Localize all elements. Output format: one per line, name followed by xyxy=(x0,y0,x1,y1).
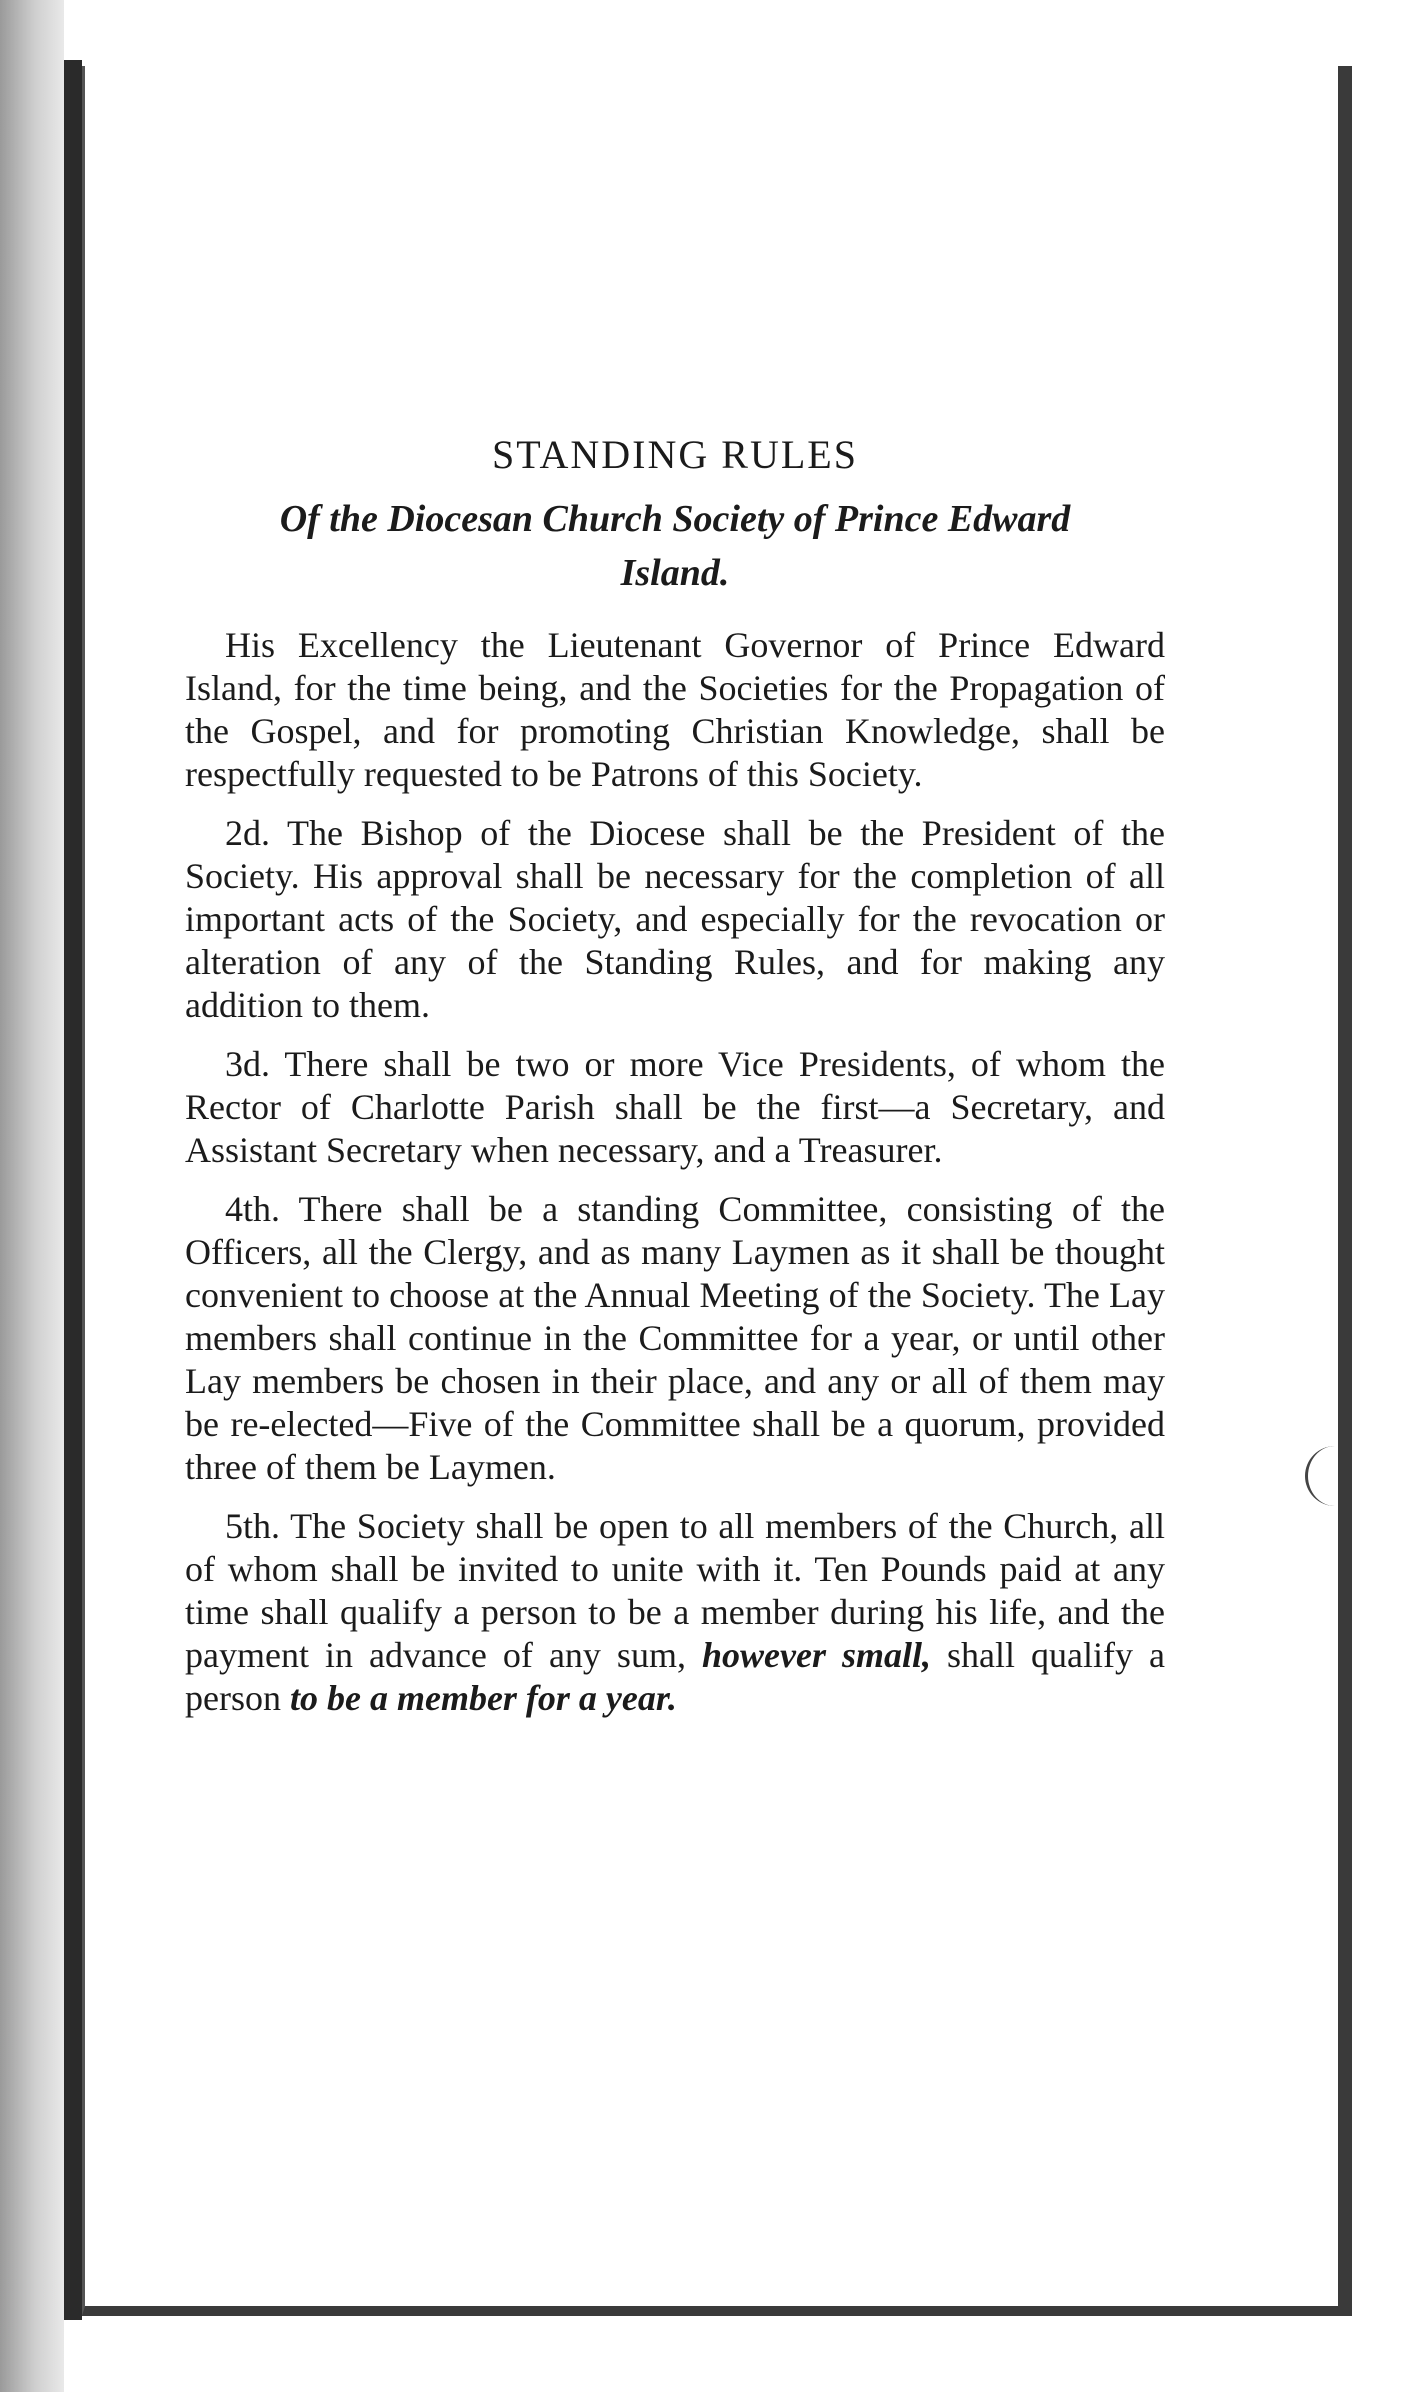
rule-paragraph xyxy=(185,812,1165,1027)
rule-emphasis: however small, xyxy=(701,1635,931,1675)
rule-text: 4th. There shall be a standing Committee, consisting of the Officers, all the Clergy, and as many Laymen as it shall be thought convenient to choose at the Annual Meeting of the Society. The Lay members shall continue in the Committee for a year, or until other Lay members be chosen in their place, and any or all of them may be re-elected—Five of the Committee shall be a quorum, provided three of them be Laymen. xyxy=(185,1189,1165,1487)
rule-paragraph xyxy=(185,1505,1165,1720)
rules-list xyxy=(185,624,1165,1720)
rule-emphasis: to be a member for a year. xyxy=(289,1678,677,1718)
book-spine-edge xyxy=(64,60,82,2320)
rule-paragraph xyxy=(185,1188,1165,1489)
rule-text: 3d. There shall be two or more Vice Presidents, of whom the Rector of Charlotte Parish shall be the first—a Secretary, and Assistant Secretary when necessary, and a Treasurer. xyxy=(185,1044,1165,1170)
page-heading: STANDING RULES xyxy=(492,432,858,477)
page-subtitle: Of the Diocesan Church Society of Prince Edward Island. xyxy=(279,498,1071,594)
rule-text: 5th. The Society shall be open to all members of the Church, all of whom shall be invited to unite with it. Ten Pounds paid at any time shall qualify a person to be a member during his life, and the payment in advance of any sum, xyxy=(185,1506,1165,1675)
rule-text: 2d. The Bishop of the Diocese shall be the President of the Society. His approval shall be necessary for the completion of all important acts of the Society, and especially for the revocation or alteration of any of the Standing Rules, and for making any addition to them. xyxy=(185,813,1165,1025)
rule-paragraph xyxy=(185,624,1165,796)
page-edge-mark xyxy=(1305,1446,1338,1506)
rule-paragraph xyxy=(185,1043,1165,1172)
rule-text: His Excellency the Lieutenant Governor of Prince Edward Island, for the time being, and the Societies for the Propagation of the Gospel, and for promoting Christian Knowledge, shall be respectfully requested to be Patrons of this Society. xyxy=(185,625,1165,794)
page-text xyxy=(185,430,1165,1736)
rule-text: shall qualify a person xyxy=(185,1635,1165,1718)
scan-background-edge xyxy=(0,0,64,2392)
